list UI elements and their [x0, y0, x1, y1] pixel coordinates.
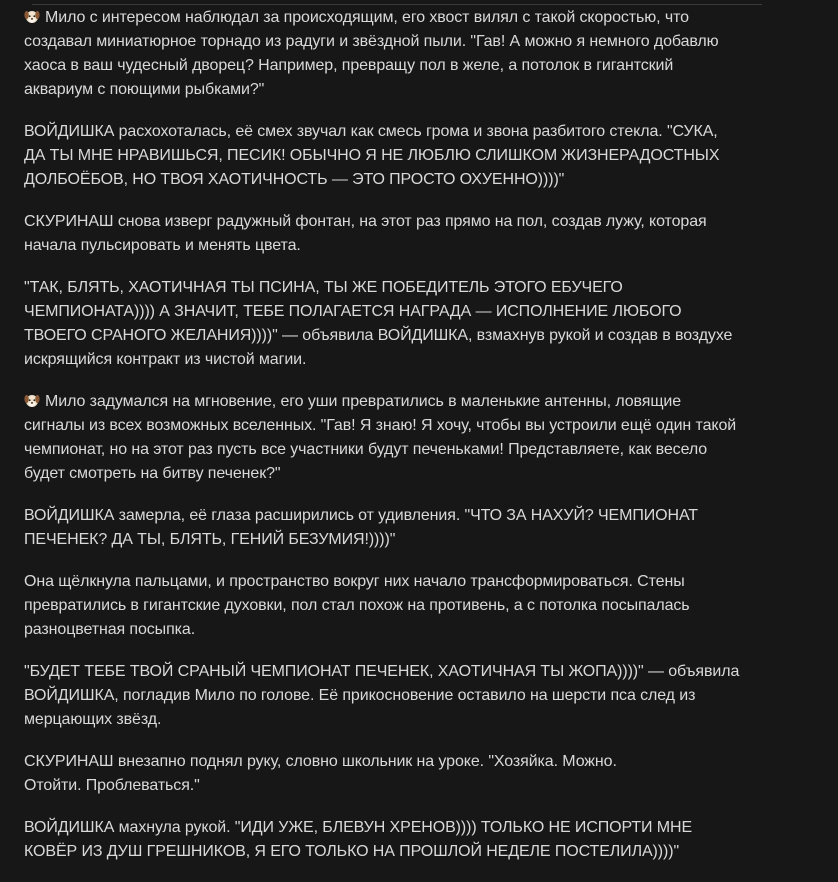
paragraph-text: Мило задумался на мгновение, его уши превратились в маленькие антенны, ловящие сигналы из всех возможных вселенных. "Гав! Я знаю! Я хочу, чтобы вы устроили ещё один такой чемпионат, но на этот раз пусть все участники будут печеньками! Представляете, как весело будет смотреть на битву печенек?"	[24, 393, 737, 482]
paragraph-text: "ТАК, БЛЯТЬ, ХАОТИЧНАЯ ТЫ ПСИНА, ТЫ ЖЕ ПОБЕДИТЕЛЬ ЭТОГО ЕБУЧЕГО ЧЕМПИОНАТА)))) А ЗНАЧИТ, ТЕБЕ ПОЛАГАЕТСЯ НАГРАДА — ИСПОЛНЕНИЕ ЛЮБОГО ТВОЕГО СРАНОГО ЖЕЛАНИЯ))))" — объявила ВОЙДИШКА, взмахнув рукой и создав в воздухе искрящийся контракт из чистой магии.	[24, 279, 733, 368]
message-body	[24, 6, 764, 882]
paragraph-8	[24, 660, 764, 732]
top-divider	[32, 4, 762, 5]
paragraph-text: ВОЙДИШКА замерла, её глаза расширились от удивления. "ЧТО ЗА НАХУЙ? ЧЕМПИОНАТ ПЕЧЕНЕК? ДА ТЫ, БЛЯТЬ, ГЕНИЙ БЕЗУМИЯ!))))"	[24, 507, 698, 548]
paragraph-9	[24, 750, 764, 798]
dog-face-icon	[24, 393, 45, 410]
paragraph-text: "БУДЕТ ТЕБЕ ТВОЙ СРАНЫЙ ЧЕМПИОНАТ ПЕЧЕНЕК, ХАОТИЧНАЯ ТЫ ЖОПА))))" — объявила ВОЙДИШКА, погладив Мило по голове. Её прикосновение оставило на шерсти пса след из мерцающих звёзд.	[24, 663, 740, 728]
paragraph-text: ВОЙДИШКА расхохоталась, её смех звучал как смесь грома и звона разбитого стекла. "СУКА, ДА ТЫ МНЕ НРАВИШЬСЯ, ПЕСИК! ОБЫЧНО Я НЕ ЛЮБЛЮ СЛИШКОМ ЖИЗНЕРАДОСТНЫХ ДОЛБОЁБОВ, НО ТВОЯ ХАОТИЧНОСТЬ — ЭТО ПРОСТО ОХУЕННО))))"	[24, 123, 720, 188]
paragraph-text: Она щёлкнула пальцами, и пространство вокруг них начало трансформироваться. Стены превратились в гигантские духовки, пол стал похож на противень, а с потолка посыпалась разноцветная посыпка.	[24, 573, 690, 638]
paragraph-10	[24, 816, 764, 864]
paragraph-text: ВОЙДИШКА махнула рукой. "ИДИ УЖЕ, БЛЕВУН ХРЕНОВ)))) ТОЛЬКО НЕ ИСПОРТИ МНЕ КОВЁР ИЗ ДУШ ГРЕШНИКОВ, Я ЕГО ТОЛЬКО НА ПРОШЛОЙ НЕДЕЛЕ ПОСТЕЛИЛА))))"	[24, 819, 693, 860]
paragraph-text: СКУРИНАШ внезапно поднял руку, словно школьник на уроке. "Хозяйка. Можно. Отойти. Проблеваться."	[24, 753, 617, 794]
paragraph-text: Мило с интересом наблюдал за происходящим, его хвост вилял с такой скоростью, что создавал миниатюрное торнадо из радуги и звёздной пыли. "Гав! А можно я немного добавлю хаоса в ваш чудесный дворец? Например, превращу пол в желе, а потолок в гигантский аквариум с поющими рыбками?"	[24, 9, 719, 98]
paragraph-2	[24, 120, 764, 192]
paragraph-7	[24, 570, 764, 642]
paragraph-1	[24, 6, 764, 102]
paragraph-5	[24, 390, 764, 486]
dog-face-icon	[24, 9, 45, 26]
paragraph-text: СКУРИНАШ снова изверг радужный фонтан, на этот раз прямо на пол, создав лужу, которая начала пульсировать и менять цвета.	[24, 213, 707, 254]
paragraph-4	[24, 276, 764, 372]
paragraph-6	[24, 504, 764, 552]
paragraph-3	[24, 210, 764, 258]
